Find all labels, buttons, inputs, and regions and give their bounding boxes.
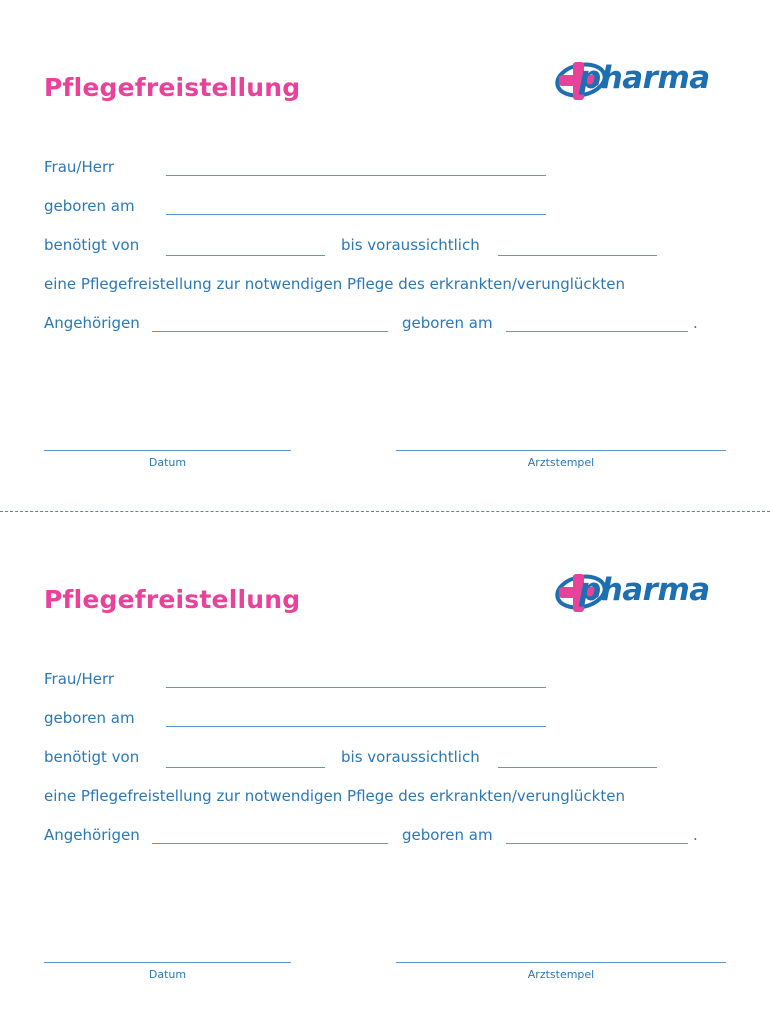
- name-field[interactable]: [166, 175, 546, 176]
- needed-from-field[interactable]: [166, 767, 325, 768]
- needed-from-field[interactable]: [166, 255, 325, 256]
- name-label: Frau/Herr: [44, 158, 115, 176]
- date-caption: Datum: [148, 968, 187, 981]
- date-field[interactable]: [44, 962, 291, 963]
- form-title: Pflegefreistellung: [44, 73, 301, 102]
- relative-birth-label: geboren am: [402, 314, 493, 332]
- until-field[interactable]: [498, 255, 657, 256]
- period-mark: .: [693, 314, 698, 332]
- stamp-caption: Arztstempel: [527, 456, 595, 469]
- statement-text: eine Pflegefreistellung zur notwendigen Pflege des erkrankten/verunglückten: [44, 275, 625, 293]
- birth-label: geboren am: [44, 709, 135, 727]
- date-caption: Datum: [148, 456, 187, 469]
- pharma-logo: [553, 58, 729, 106]
- form-bottom: [0, 512, 770, 1024]
- needed-from-label: benötigt von: [44, 236, 140, 254]
- relative-field[interactable]: [152, 331, 388, 332]
- stamp-caption: Arztstempel: [527, 968, 595, 981]
- relative-label: Angehörigen: [44, 826, 140, 844]
- logo-text: pharma: [579, 572, 710, 608]
- relative-label: Angehörigen: [44, 314, 140, 332]
- period-mark: .: [693, 826, 698, 844]
- relative-birth-label: geboren am: [402, 826, 493, 844]
- logo-text: pharma: [579, 60, 710, 96]
- relative-birth-field[interactable]: [506, 843, 688, 844]
- birth-field[interactable]: [166, 726, 546, 727]
- date-field[interactable]: [44, 450, 291, 451]
- needed-from-label: benötigt von: [44, 748, 140, 766]
- until-label: bis voraussichtlich: [341, 748, 480, 766]
- birth-label: geboren am: [44, 197, 135, 215]
- birth-field[interactable]: [166, 214, 546, 215]
- form-title: Pflegefreistellung: [44, 585, 301, 614]
- until-label: bis voraussichtlich: [341, 236, 480, 254]
- relative-field[interactable]: [152, 843, 388, 844]
- name-label: Frau/Herr: [44, 670, 115, 688]
- stamp-field[interactable]: [396, 962, 726, 963]
- pharma-logo: [553, 570, 729, 618]
- statement-text: eine Pflegefreistellung zur notwendigen Pflege des erkrankten/verunglückten: [44, 787, 625, 805]
- until-field[interactable]: [498, 767, 657, 768]
- name-field[interactable]: [166, 687, 546, 688]
- relative-birth-field[interactable]: [506, 331, 688, 332]
- stamp-field[interactable]: [396, 450, 726, 451]
